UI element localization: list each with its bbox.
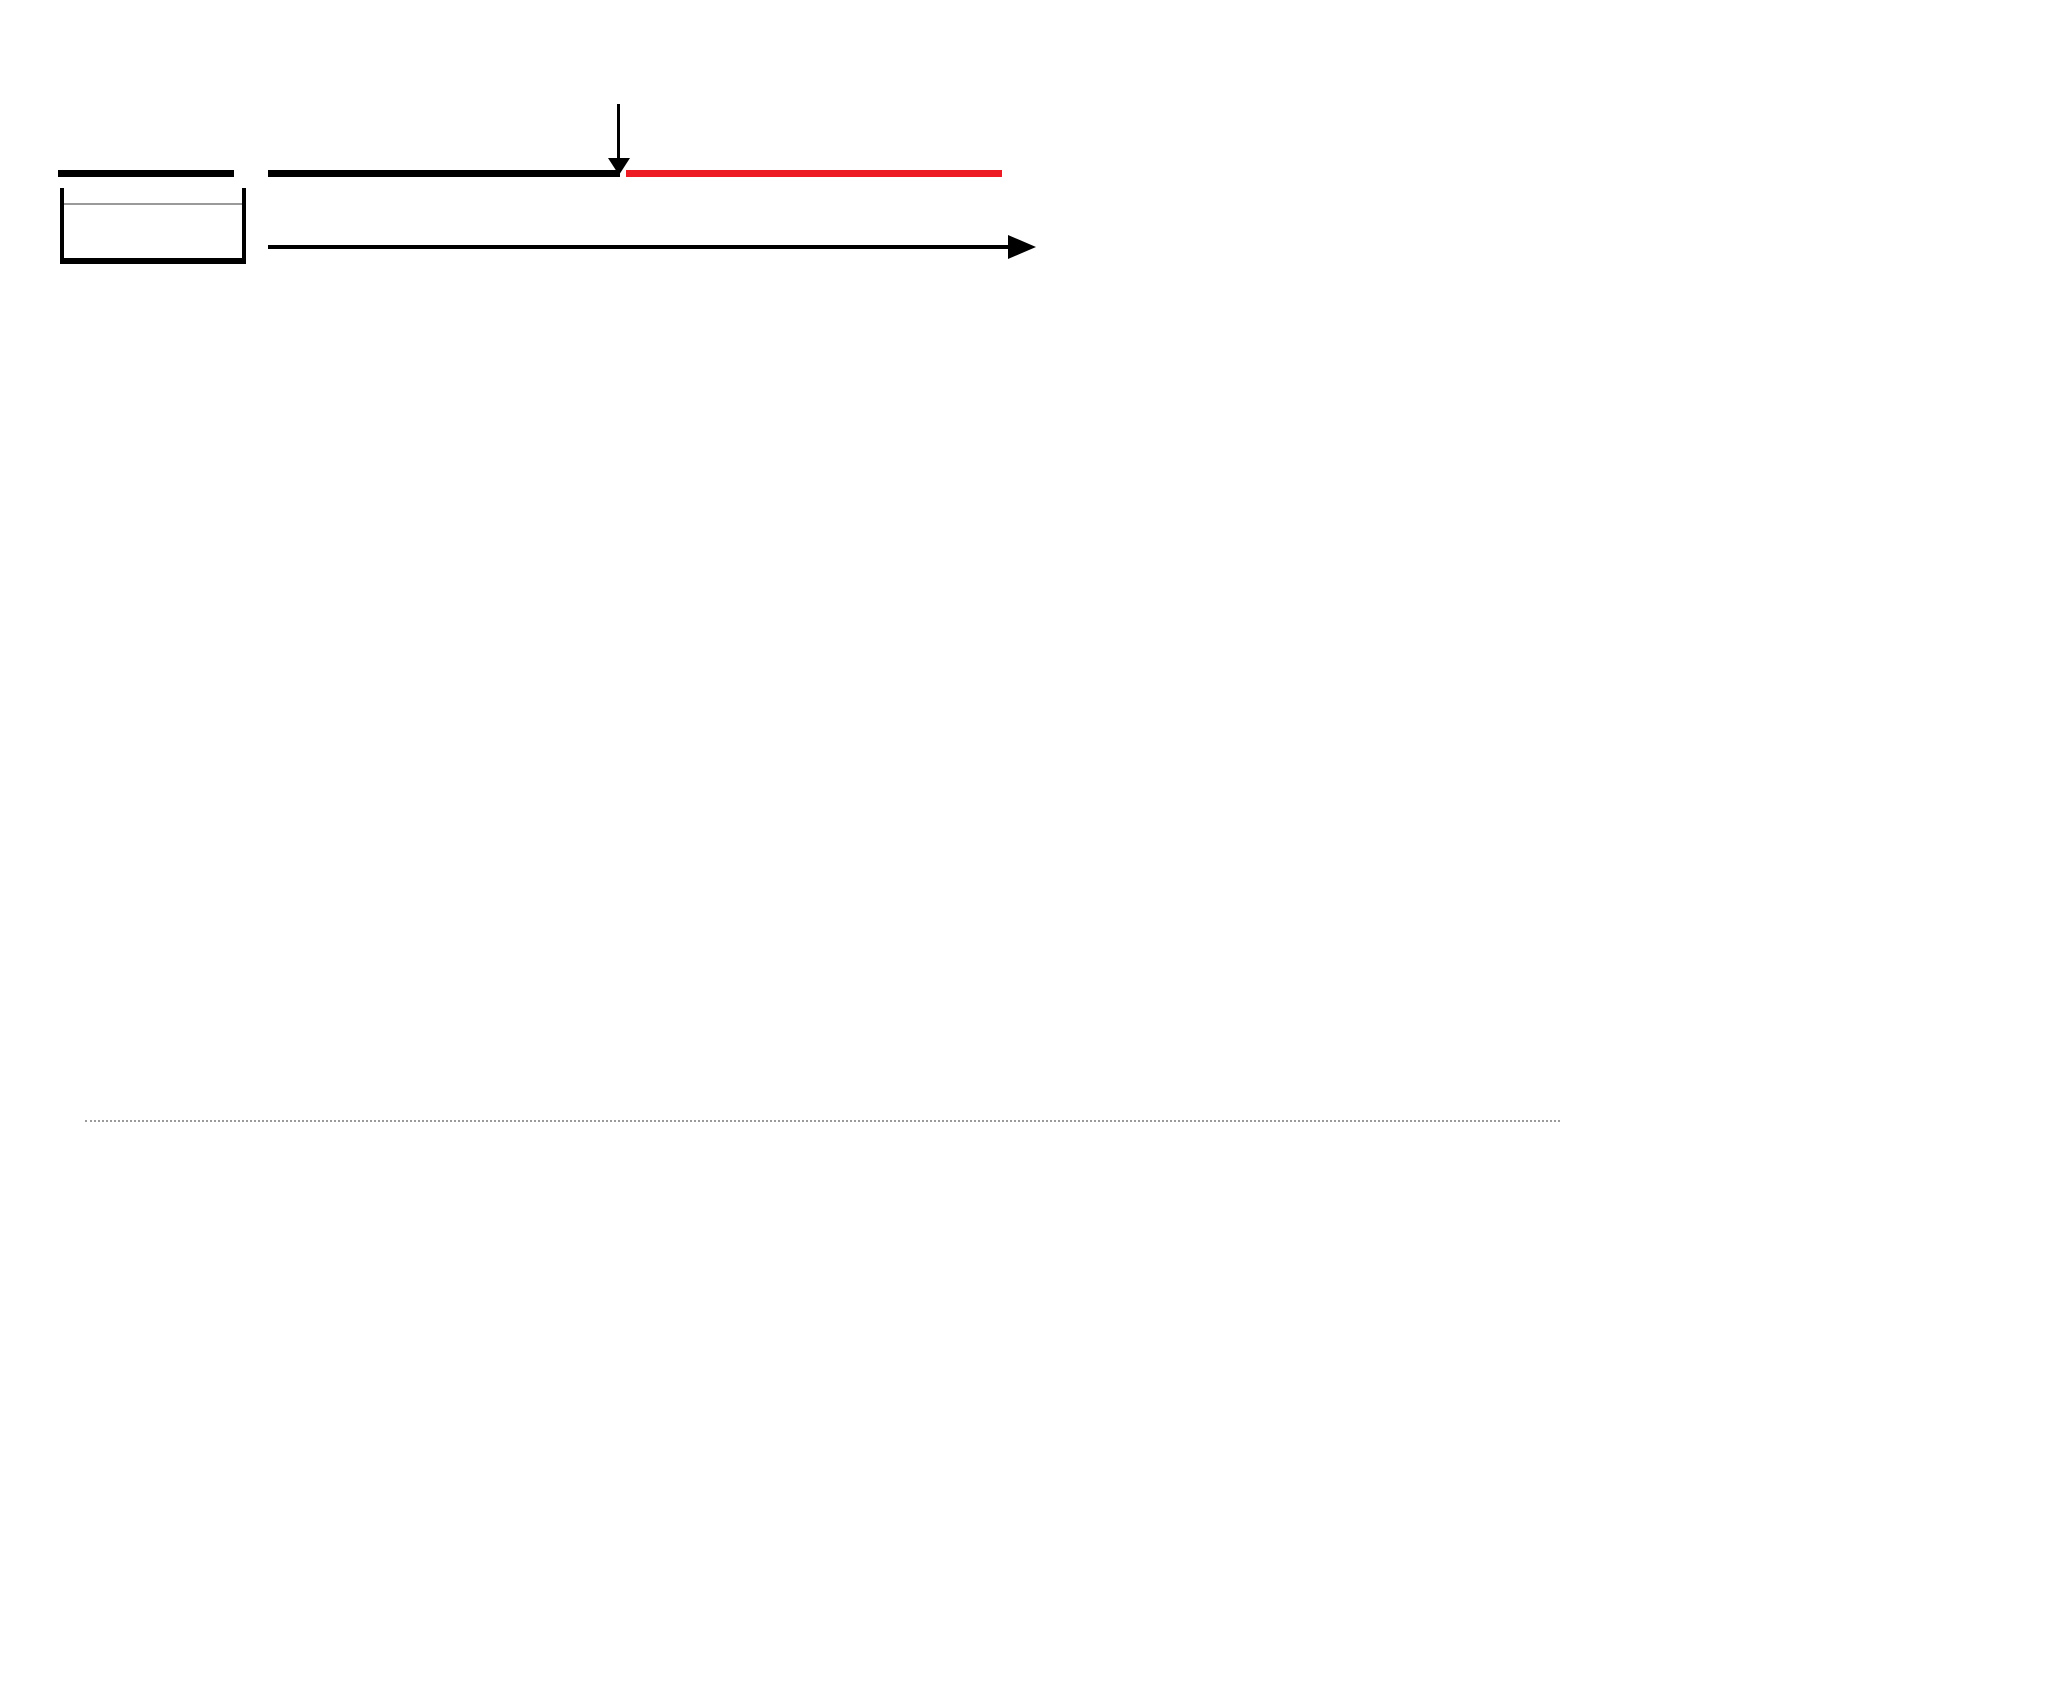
- joins-bar-chart: [1620, 1040, 2049, 1480]
- d-divider-line: [85, 1120, 1560, 1122]
